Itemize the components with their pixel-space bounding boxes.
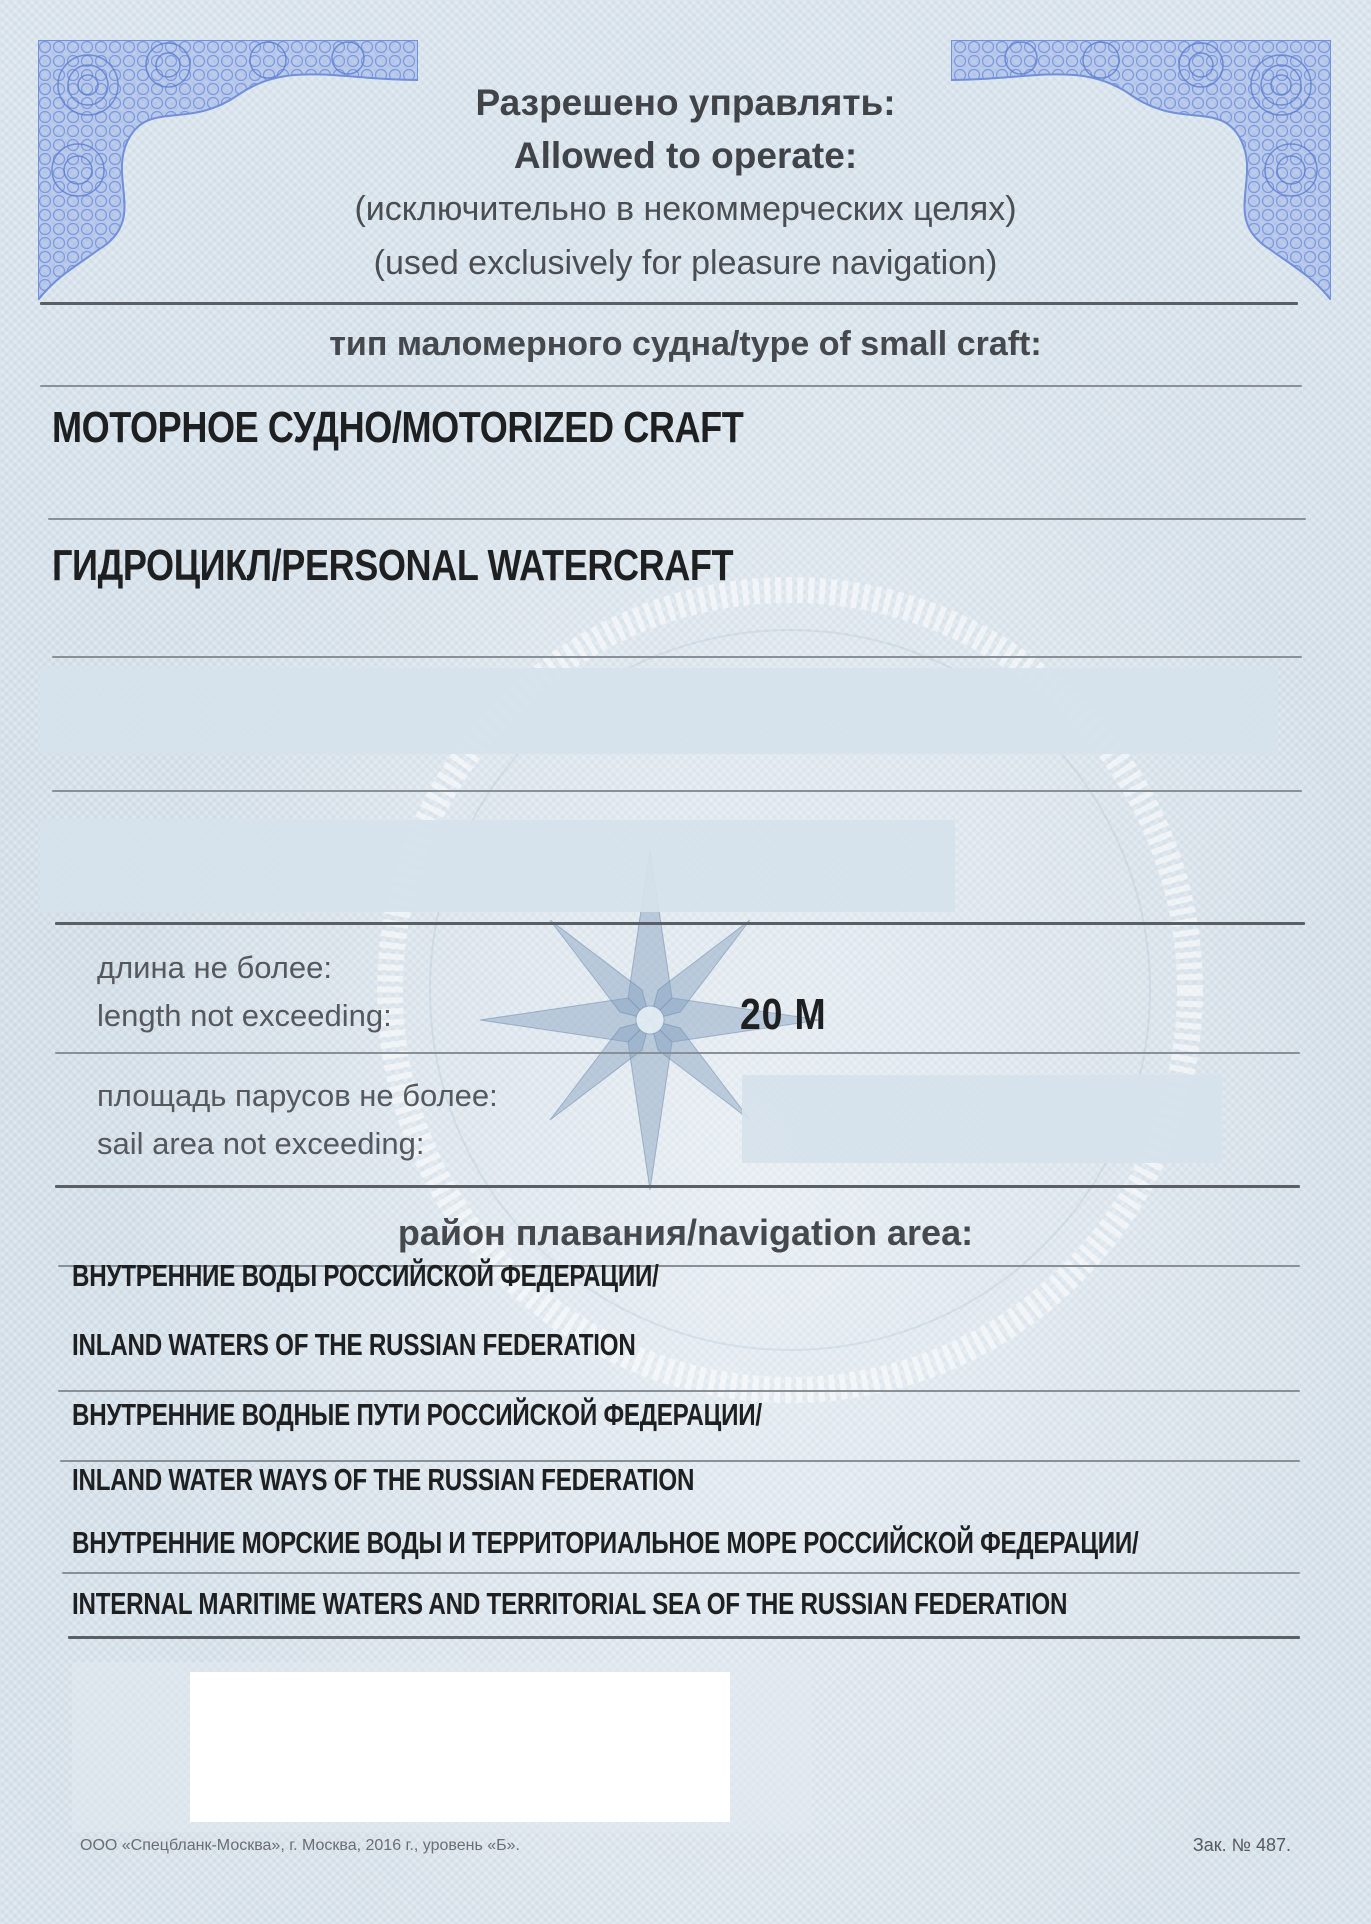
field-line: [48, 518, 1306, 520]
small-craft-type-label: тип маломерного судна/type of small craft:: [329, 325, 1042, 363]
sail-area-label-en: sail area not exceeding:: [97, 1126, 425, 1161]
redacted-sail-area-value: [742, 1075, 1222, 1163]
field-line: [62, 1572, 1300, 1574]
order-number: Зак. № 487.: [1192, 1835, 1291, 1855]
field-line: [55, 1052, 1300, 1054]
redacted-entry: [40, 820, 955, 912]
craft-type-entry: МОТОРНОЕ СУДНО/MOTORIZED CRAFT: [52, 403, 744, 452]
field-line: [52, 790, 1302, 792]
field-line: [52, 656, 1302, 658]
allowed-to-operate-title-en: Allowed to operate:: [513, 135, 858, 176]
pleasure-navigation-note-ru: (исключительно в некоммерческих целях): [354, 190, 1017, 228]
field-line: [40, 385, 1302, 387]
navigation-area-line: ВНУТРЕННИЕ МОРСКИЕ ВОДЫ И ТЕРРИТОРИАЛЬНОЕ МОРЕ РОССИЙСКОЙ ФЕДЕРАЦИИ/: [72, 1525, 1139, 1560]
length-label-ru: длина не более:: [97, 950, 332, 985]
field-line: [58, 1390, 1300, 1392]
divider: [55, 1185, 1300, 1188]
divider: [68, 1636, 1300, 1639]
navigation-area-label: район плавания/navigation area:: [397, 1212, 974, 1253]
navigation-area-line: ВНУТРЕННИЕ ВОДНЫЕ ПУТИ РОССИЙСКОЙ ФЕДЕРАЦИИ/: [72, 1397, 762, 1432]
navigation-area-line: INLAND WATER WAYS OF THE RUSSIAN FEDERATION: [72, 1462, 695, 1497]
navigation-area-line: INTERNAL MARITIME WATERS AND TERRITORIAL SEA OF THE RUSSIAN FEDERATION: [72, 1586, 1068, 1621]
divider: [55, 922, 1305, 925]
divider: [40, 302, 1298, 305]
allowed-to-operate-title-ru: Разрешено управлять:: [475, 82, 896, 123]
redacted-stamp-box: [190, 1672, 730, 1822]
craft-type-entry: ГИДРОЦИКЛ/PERSONAL WATERCRAFT: [52, 541, 734, 590]
redacted-entry: [40, 668, 1276, 754]
length-label-en: length not exceeding:: [97, 998, 392, 1033]
navigation-area-line: INLAND WATERS OF THE RUSSIAN FEDERATION: [72, 1327, 636, 1362]
sail-area-label-ru: площадь парусов не более:: [97, 1078, 498, 1113]
length-value: 20 М: [740, 990, 827, 1039]
navigation-area-line: ВНУТРЕННИЕ ВОДЫ РОССИЙСКОЙ ФЕДЕРАЦИИ/: [72, 1258, 659, 1293]
pleasure-navigation-note-en: (used exclusively for pleasure navigation): [373, 244, 998, 282]
printer-imprint: ООО «Спецбланк-Москва», г. Москва, 2016 г., уровень «Б».: [80, 1837, 520, 1854]
